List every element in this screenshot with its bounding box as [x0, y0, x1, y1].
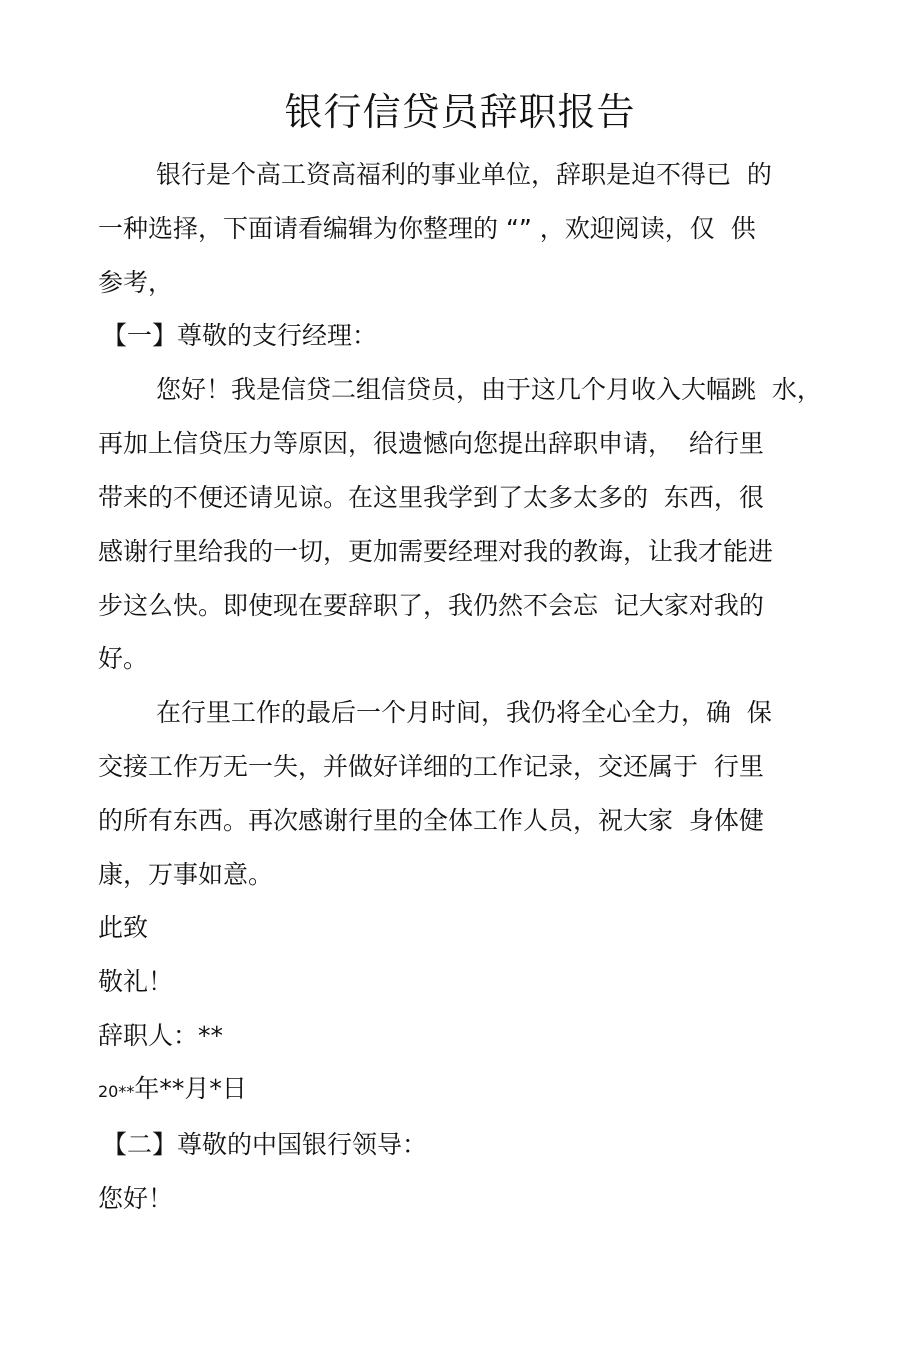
letter1-p2-line-3: 的所有东西。再次感谢行里的全体工作人员，祝大家 身体健 [98, 806, 764, 835]
letter1-p1-line-6: 好。 [98, 644, 149, 673]
closing-ci-zhi: 此致 [98, 913, 149, 942]
date-year-prefix: 20** [98, 1082, 135, 1101]
letter2-heading: 【二】尊敬的中国银行领导： [102, 1130, 428, 1159]
letter1-p2-line-4: 康，万事如意。 [98, 860, 274, 889]
intro-line-1: 银行是个高工资高福利的事业单位，辞职是迫不得已 的 [156, 160, 772, 189]
letter1-p1-line-4: 感谢行里给我的一切，更加需要经理对我的教诲，让我才能进 [98, 537, 774, 566]
letter1-heading: 【一】尊敬的支行经理： [102, 321, 378, 350]
date-rest: 年**月*日 [134, 1074, 247, 1103]
intro-line-2: 一种选择，下面请看编辑为你整理的 “” ，欢迎阅读，仅 供 [98, 214, 756, 243]
document-title: 银行信贷员辞职报告 [284, 90, 636, 134]
date-line [98, 1071, 247, 1110]
letter1-p1-line-1: 您好！我是信贷二组信贷员，由于这几个月收入大幅跳 水， [156, 375, 822, 404]
letter1-p1-line-3: 带来的不便还请见谅。在这里我学到了太多太多的 东西，很 [98, 483, 764, 512]
letter1-p1-line-2: 再加上信贷压力等原因，很遗憾向您提出辞职申请， 给行里 [98, 429, 764, 458]
letter1-p2-line-2: 交接工作万无一失，并做好详细的工作记录，交还属于 行里 [98, 752, 764, 781]
signer-line: 辞职人：** [98, 1021, 224, 1050]
closing-jing-li: 敬礼！ [98, 967, 174, 996]
letter1-p2-line-1: 在行里工作的最后一个月时间，我仍将全心全力，确 保 [156, 698, 772, 727]
intro-line-3: 参考， [98, 268, 174, 297]
letter1-p1-line-5: 步这么快。即使现在要辞职了，我仍然不会忘 记大家对我的 [98, 591, 764, 620]
letter2-greeting: 您好！ [98, 1184, 174, 1213]
